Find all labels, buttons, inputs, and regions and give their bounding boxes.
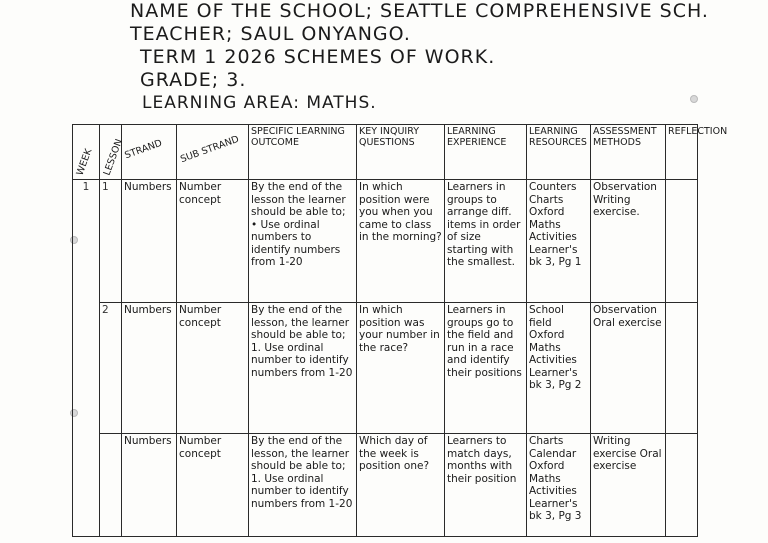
col-week: WEEK xyxy=(73,125,100,180)
reflection-cell xyxy=(666,180,698,303)
experience-cell: Learners in groups go to the field and run in a race and identify their positions xyxy=(445,303,527,434)
grade: GRADE; 3. xyxy=(140,69,247,91)
col-experience: LEARNING EXPERIENCE xyxy=(445,125,527,180)
outcome-cell: By the end of the lesson, the learner should be able to; 1. Use ordinal number to identify numbers from 1-20 xyxy=(249,434,357,537)
teacher-name: TEACHER; SAUL ONYANGO. xyxy=(130,23,411,45)
sub-strand-cell: Number concept xyxy=(177,180,249,303)
col-outcome: SPECIFIC LEARNING OUTCOME xyxy=(249,125,357,180)
school-name: NAME OF THE SCHOOL; SEATTLE COMPREHENSIVE SCH. xyxy=(130,0,709,22)
sub-strand-cell: Number concept xyxy=(177,303,249,434)
col-lesson: LESSON xyxy=(100,125,122,180)
col-assessment: ASSESSMENT METHODS xyxy=(591,125,666,180)
col-questions: KEY INQUIRY QUESTIONS xyxy=(357,125,445,180)
col-reflection: REFLECTION xyxy=(666,125,698,180)
header-row xyxy=(73,125,698,180)
col-strand: STRAND xyxy=(122,125,177,180)
reflection-cell xyxy=(666,303,698,434)
sub-strand-cell: Number concept xyxy=(177,434,249,537)
lesson-number xyxy=(100,434,122,537)
lesson-number: 1 xyxy=(100,180,122,303)
week-number: 1 xyxy=(73,180,100,537)
scheme-of-work-table xyxy=(72,124,728,537)
table-row xyxy=(73,434,698,537)
questions-cell: In which position was your number in the race? xyxy=(357,303,445,434)
assessment-cell: Writing exercise Oral exercise xyxy=(591,434,666,537)
document-header xyxy=(130,0,760,115)
reflection-cell xyxy=(666,434,698,537)
term-title: TERM 1 2026 SCHEMES OF WORK. xyxy=(140,46,496,68)
experience-cell: Learners to match days, months with their position xyxy=(445,434,527,537)
resources-cell: School field Oxford Maths Activities Learner's bk 3, Pg 2 xyxy=(527,303,591,434)
strand-cell: Numbers xyxy=(122,180,177,303)
table-row xyxy=(73,303,698,434)
experience-cell: Learners in groups to arrange diff. items in order of size starting with the smallest. xyxy=(445,180,527,303)
col-resources: LEARNING RESOURCES xyxy=(527,125,591,180)
lesson-number: 2 xyxy=(100,303,122,434)
table-row xyxy=(73,180,698,303)
resources-cell: Counters Charts Oxford Maths Activities Learner's bk 3, Pg 1 xyxy=(527,180,591,303)
col-sub-strand: SUB STRAND xyxy=(177,125,249,180)
questions-cell: Which day of the week is position one? xyxy=(357,434,445,537)
learning-area: LEARNING AREA: MATHS. xyxy=(142,93,377,113)
outcome-cell: By the end of the lesson, the learner should be able to; 1. Use ordinal number to identify numbers from 1-20 xyxy=(249,303,357,434)
resources-cell: Charts Calendar Oxford Maths Activities Learner's bk 3, Pg 3 xyxy=(527,434,591,537)
strand-cell: Numbers xyxy=(122,303,177,434)
assessment-cell: Observation Oral exercise xyxy=(591,303,666,434)
questions-cell: In which position were you when you came to class in the morning? xyxy=(357,180,445,303)
strand-cell: Numbers xyxy=(122,434,177,537)
outcome-cell: By the end of the lesson the learner should be able to; • Use ordinal numbers to identify numbers from 1-20 xyxy=(249,180,357,303)
assessment-cell: Observation Writing exercise. xyxy=(591,180,666,303)
